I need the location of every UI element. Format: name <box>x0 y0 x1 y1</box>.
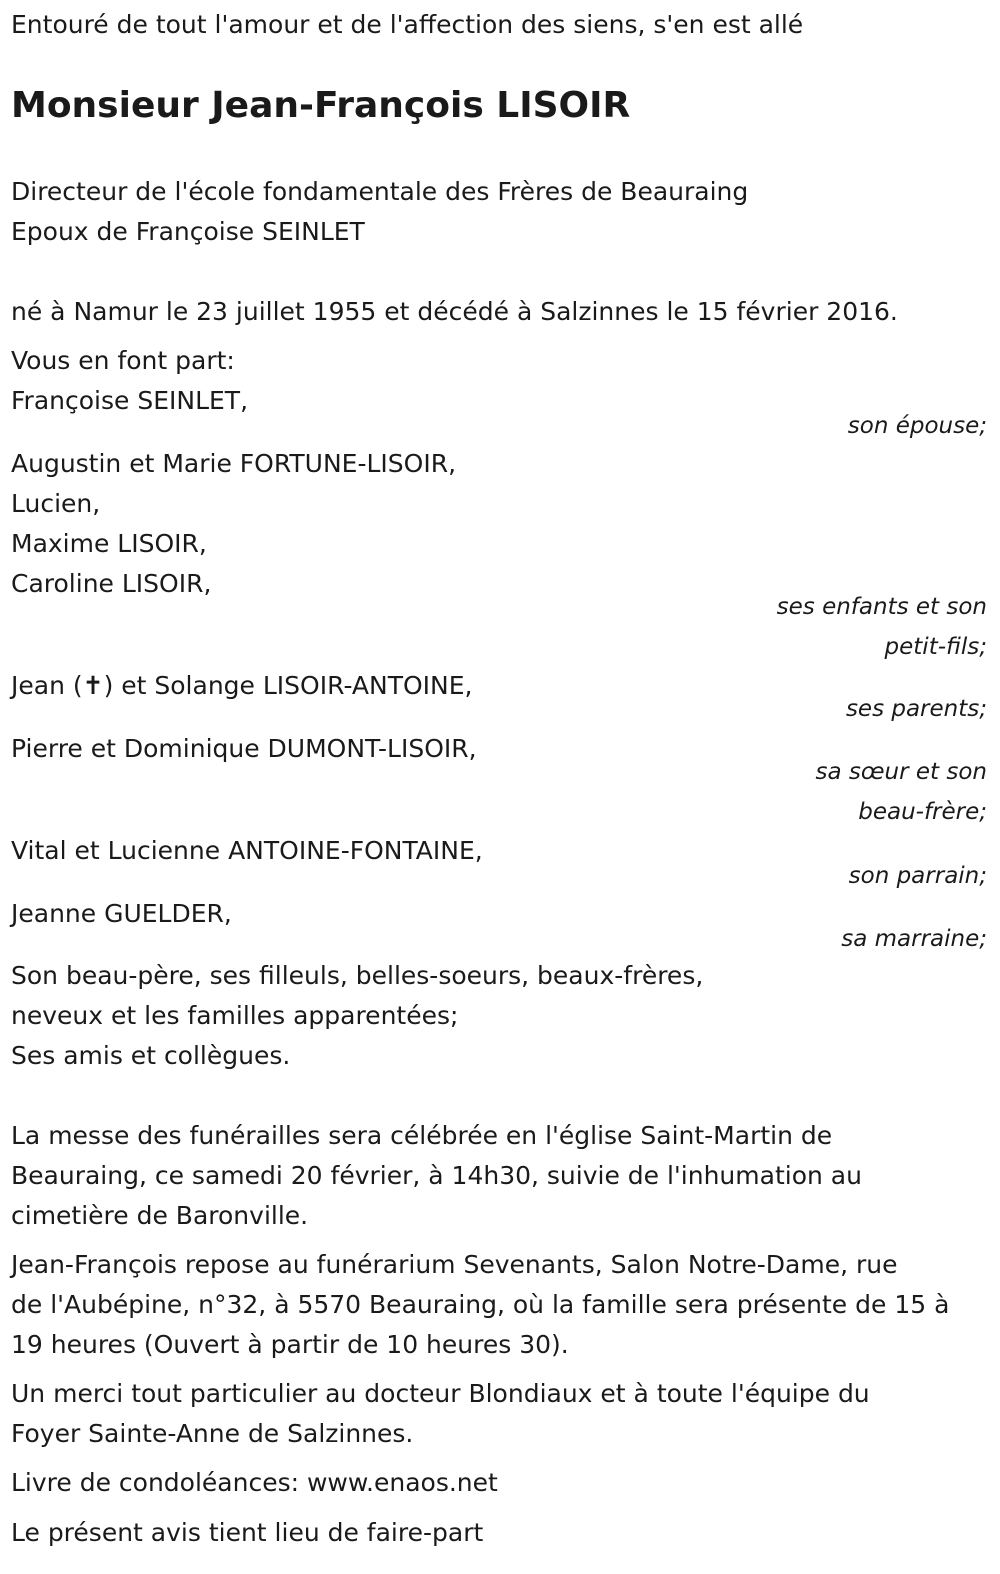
family-relation: ses parents; <box>845 696 987 722</box>
repose-paragraph <box>11 1245 987 1365</box>
faire-part-text: Le présent avis tient lieu de faire-part <box>11 1518 484 1547</box>
condolences-text: Livre de condoléances: www.enaos.net <box>11 1468 498 1497</box>
others-line: neveux et les familles apparentées; <box>11 1001 459 1030</box>
family-name: Lucien, <box>11 489 101 518</box>
family-relation: sa sœur et son <box>815 759 987 785</box>
others-line: Ses amis et collègues. <box>11 1041 291 1070</box>
others-block <box>11 956 987 1076</box>
family-group-spouse <box>11 381 987 446</box>
family-group-children <box>11 444 987 667</box>
family-group-godmother <box>11 894 987 959</box>
family-relation: sa marraine; <box>841 926 987 952</box>
family-name: Françoise SEINLET, <box>11 386 249 415</box>
family-name: Pierre et Dominique DUMONT-LISOIR, <box>11 734 477 763</box>
title-line: Directeur de l'école fondamentale des Frères de Beauraing <box>11 177 749 206</box>
family-relation: son parrain; <box>848 863 987 889</box>
titles-block <box>11 172 987 252</box>
family-relation: beau-frère; <box>858 799 987 825</box>
others-line: Son beau-père, ses filleuls, belles-soeurs, beaux-frères, <box>11 961 704 990</box>
family-name: Augustin et Marie FORTUNE-LISOIR, <box>11 449 457 478</box>
funeral-line: La messe des funérailles sera célébrée en l'église Saint-Martin de <box>11 1121 833 1150</box>
intro-text: Entouré de tout l'amour et de l'affection des siens, s'en est allé <box>11 10 804 39</box>
deceased-name: Monsieur Jean-François LISOIR <box>11 85 631 126</box>
family-group-parents <box>11 666 987 729</box>
family-name: Caroline LISOIR, <box>11 569 212 598</box>
thanks-line: Foyer Sainte-Anne de Salzinnes. <box>11 1419 414 1448</box>
family-group-godfather <box>11 831 987 896</box>
family-relation: ses enfants et son <box>776 594 987 620</box>
birth-death-text: né à Namur le 23 juillet 1955 et décédé à Salzinnes le 15 février 2016. <box>11 297 898 326</box>
announce-text: Vous en font part: <box>11 346 235 375</box>
family-name: Vital et Lucienne ANTOINE-FONTAINE, <box>11 836 483 865</box>
family-group-sister <box>11 729 987 832</box>
repose-line: de l'Aubépine, n°32, à 5570 Beauraing, où la famille sera présente de 15 à <box>11 1290 950 1319</box>
title-line: Epoux de Françoise SEINLET <box>11 217 365 246</box>
funeral-line: Beauraing, ce samedi 20 février, à 14h30, suivie de l'inhumation au <box>11 1161 862 1190</box>
thanks-line: Un merci tout particulier au docteur Blondiaux et à toute l'équipe du <box>11 1379 870 1408</box>
repose-line: 19 heures (Ouvert à partir de 10 heures 30). <box>11 1330 569 1359</box>
thanks-paragraph <box>11 1374 987 1454</box>
family-name: Maxime LISOIR, <box>11 529 207 558</box>
funeral-line: cimetière de Baronville. <box>11 1201 309 1230</box>
family-name: Jean (✝) et Solange LISOIR-ANTOINE, <box>11 671 473 700</box>
family-relation: son épouse; <box>847 413 987 439</box>
repose-line: Jean-François repose au funérarium Sevenants, Salon Notre-Dame, rue <box>11 1250 898 1279</box>
family-relation: petit-fils; <box>884 634 987 660</box>
family-name: Jeanne GUELDER, <box>11 899 232 928</box>
funeral-paragraph <box>11 1116 987 1236</box>
